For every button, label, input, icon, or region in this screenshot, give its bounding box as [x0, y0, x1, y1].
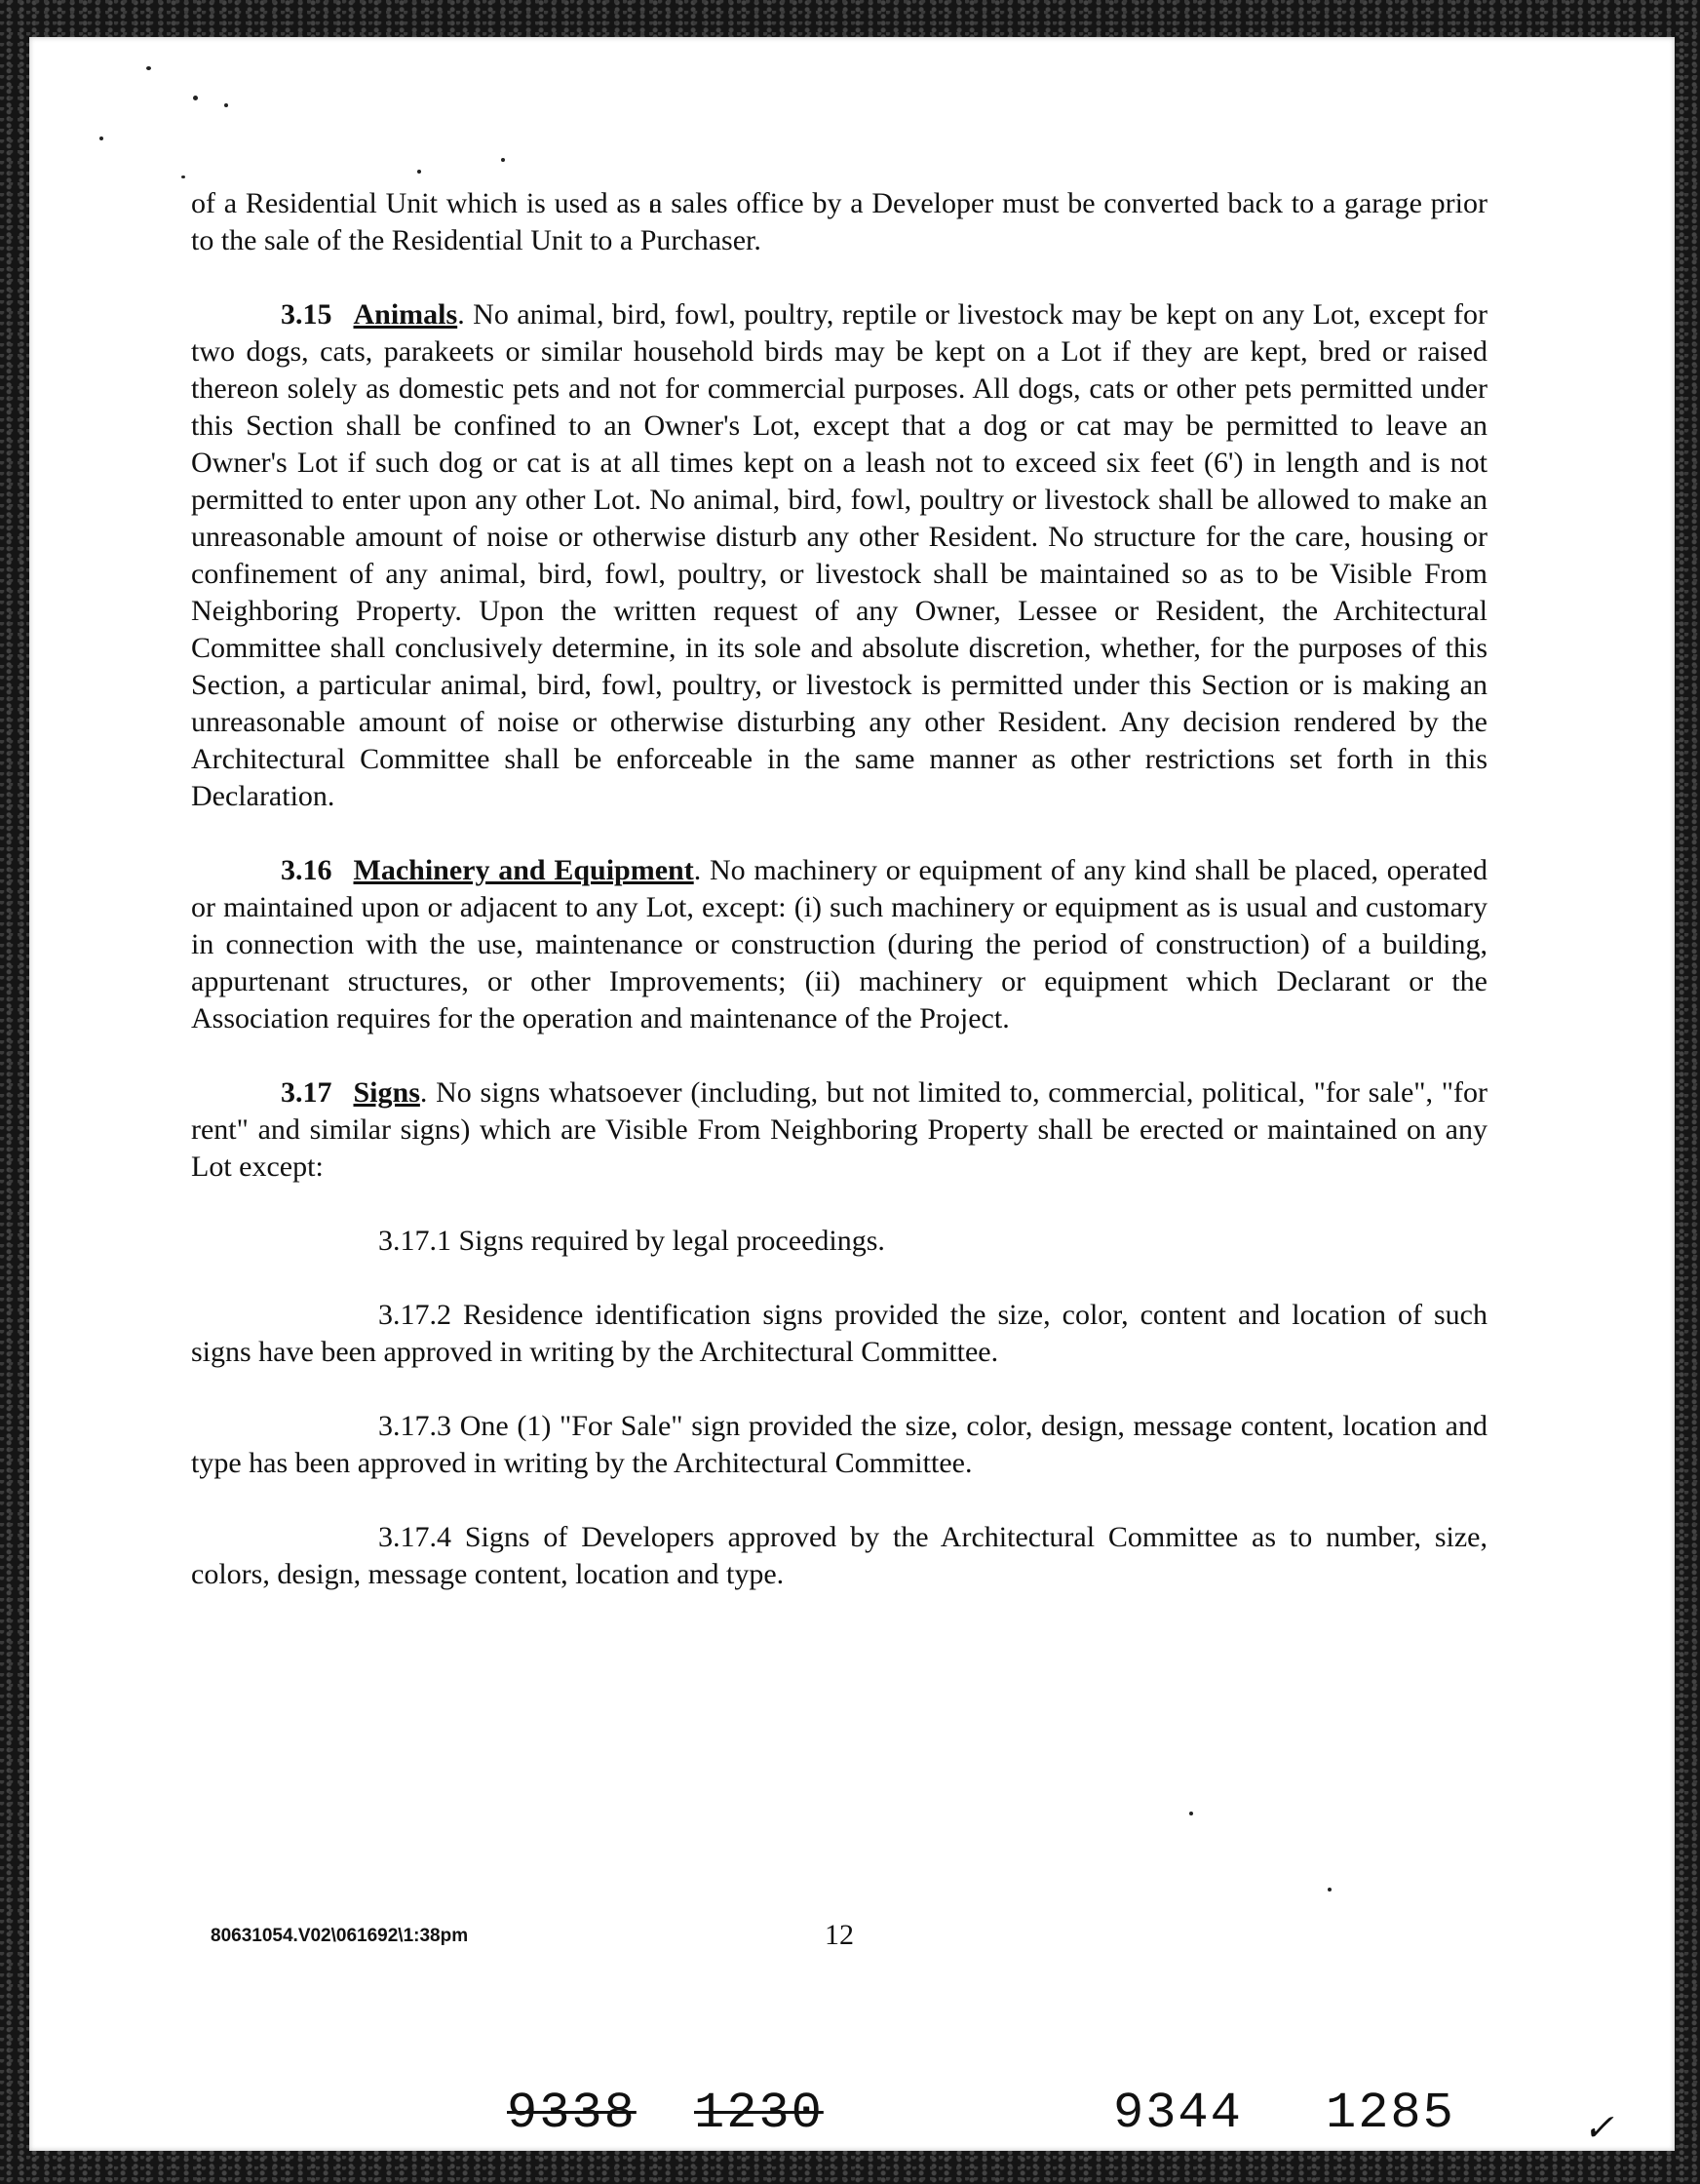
section-text: No signs whatsoever (including, but not limited to, commercial, political, "for sale", "for rent" and similar signs) which are Visible From Neighboring Property shall be erected or maintained on any Lot except:: [191, 1076, 1488, 1183]
scan-speck: [146, 66, 151, 70]
scan-speck: [1328, 1888, 1332, 1892]
subsection-3-17-3: 3.17.3 One (1) "For Sale" sign provided the size, color, design, message content, location and type has been approved in writing by the Architectural Committee.: [191, 1410, 1488, 1479]
scan-speck: [224, 103, 228, 107]
section-heading: Machinery and Equipment: [353, 854, 694, 886]
section-3-16: 3.16 Machinery and Equipment. No machinery or equipment of any kind shall be placed, operated or maintained upon or adjacent to any Lot, except: (i) such machinery or equipment as is usual and customary in connection with the use, maintenance or construction (during the period of construction) of a building, appurtenant structures, or other Improvements; (ii) machinery or equipment which Declarant or the Association requires for the operation and maintenance of the Project.: [191, 854, 1488, 1034]
document-file-id: 80631054.V02\061692\1:38pm: [211, 1926, 469, 1946]
section-number: 3.16: [281, 854, 332, 886]
scan-speck: [99, 136, 103, 140]
scan-speck: [181, 176, 185, 178]
scan-speck: [501, 158, 505, 162]
opening-paragraph: of a Residential Unit which is used as a sales office by a Developer must be converted back to a garage prior to the sale of the Residential Unit to a Purchaser.: [191, 187, 1488, 256]
document-body: [191, 185, 1488, 1630]
section-heading: Signs: [353, 1076, 420, 1109]
section-text: No machinery or equipment of any kind shall be placed, operated or maintained upon or adjacent to any Lot, except: (i) such machinery or equipment as is usual and customary in connection with the use, maintenance or construction (during the period of construction) of a building, appurtenant structures, or other Improvements; (ii) machinery or equipment which Declarant or the Association requires for the operation and maintenance of the Project.: [191, 854, 1488, 1034]
section-heading: Animals: [353, 298, 458, 331]
scan-speck: [193, 96, 198, 100]
subsection-3-17-4: 3.17.4 Signs of Developers approved by the Architectural Committee as to number, size, colors, design, message content, location and type.: [191, 1521, 1488, 1590]
section-3-17: 3.17 Signs. No signs whatsoever (including, but not limited to, commercial, political, "for sale", "for rent" and similar signs) which are Visible From Neighboring Property shall be erected or maintained on any Lot except:: [191, 1076, 1488, 1183]
recording-book-number: 9344: [1113, 2085, 1243, 2142]
subsection-3-17-2: 3.17.2 Residence identification signs provided the size, color, content and location of such signs have been approved in writing by the Architectural Committee.: [191, 1299, 1488, 1368]
page-number: 12: [825, 1919, 854, 1951]
check-mark-icon: ✓: [1583, 2108, 1614, 2149]
struck-page-number: 1230: [694, 2085, 824, 2142]
section-text: No animal, bird, fowl, poultry, reptile or livestock may be kept on any Lot, except for two dogs, cats, parakeets or similar household birds may be kept on a Lot if they are kept, bred or raised thereon solely as domestic pets and not for commercial purposes. All dogs, cats or other pets permitted under this Section shall be confined to an Owner's Lot, except that a dog or cat may be permitted to leave an Owner's Lot if such dog or cat is at all times kept on a leash not to exceed six feet (6') in length and is not permitted to enter upon any other Lot. No animal, bird, fowl, poultry or livestock shall be allowed to make an unreasonable amount of noise or otherwise disturb any other Resident. No structure for the care, housing or confinement of any animal, bird, fowl, poultry, or livestock shall be maintained so as to be Visible From Neighboring Property. Upon the written request of any Owner, Lessee or Resident, the Architectural Committee shall conclusively determine, in its sole and absolute discretion, whether, for the purposes of this Section, a particular animal, bird, fowl, poultry, or livestock is permitted under this Section or is making an unreasonable amount of noise or otherwise disturbing any other Resident. Any decision rendered by the Architectural Committee shall be enforceable in the same manner as other restrictions set forth in this Declaration.: [191, 298, 1488, 812]
recording-page-number: 1285: [1326, 2085, 1455, 2142]
scan-speck: [417, 170, 421, 174]
section-3-15: 3.15 Animals. No animal, bird, fowl, poultry, reptile or livestock may be kept on any Lot, except for two dogs, cats, parakeets or similar household birds may be kept on a Lot if they are kept, bred or raised thereon solely as domestic pets and not for commercial purposes. All dogs, cats or other pets permitted under this Section shall be confined to an Owner's Lot, except that a dog or cat may be permitted to leave an Owner's Lot if such dog or cat is at all times kept on a leash not to exceed six feet (6') in length and is not permitted to enter upon any other Lot. No animal, bird, fowl, poultry or livestock shall be allowed to make an unreasonable amount of noise or otherwise disturb any other Resident. No structure for the care, housing or confinement of any animal, bird, fowl, poultry, or livestock shall be maintained so as to be Visible From Neighboring Property. Upon the written request of any Owner, Lessee or Resident, the Architectural Committee shall conclusively determine, in its sole and absolute discretion, whether, for the purposes of this Section, a particular animal, bird, fowl, poultry, or livestock is permitted under this Section or is making an unreasonable amount of noise or otherwise disturbing any other Resident. Any decision rendered by the Architectural Committee shall be enforceable in the same manner as other restrictions set forth in this Declaration.: [191, 298, 1488, 812]
subsection-3-17-1: 3.17.1 Signs required by legal proceedings.: [378, 1225, 885, 1257]
section-number: 3.15: [281, 298, 332, 331]
scan-speck: [1189, 1812, 1193, 1815]
section-number: 3.17: [281, 1076, 332, 1109]
struck-book-number: 9338: [507, 2085, 637, 2142]
